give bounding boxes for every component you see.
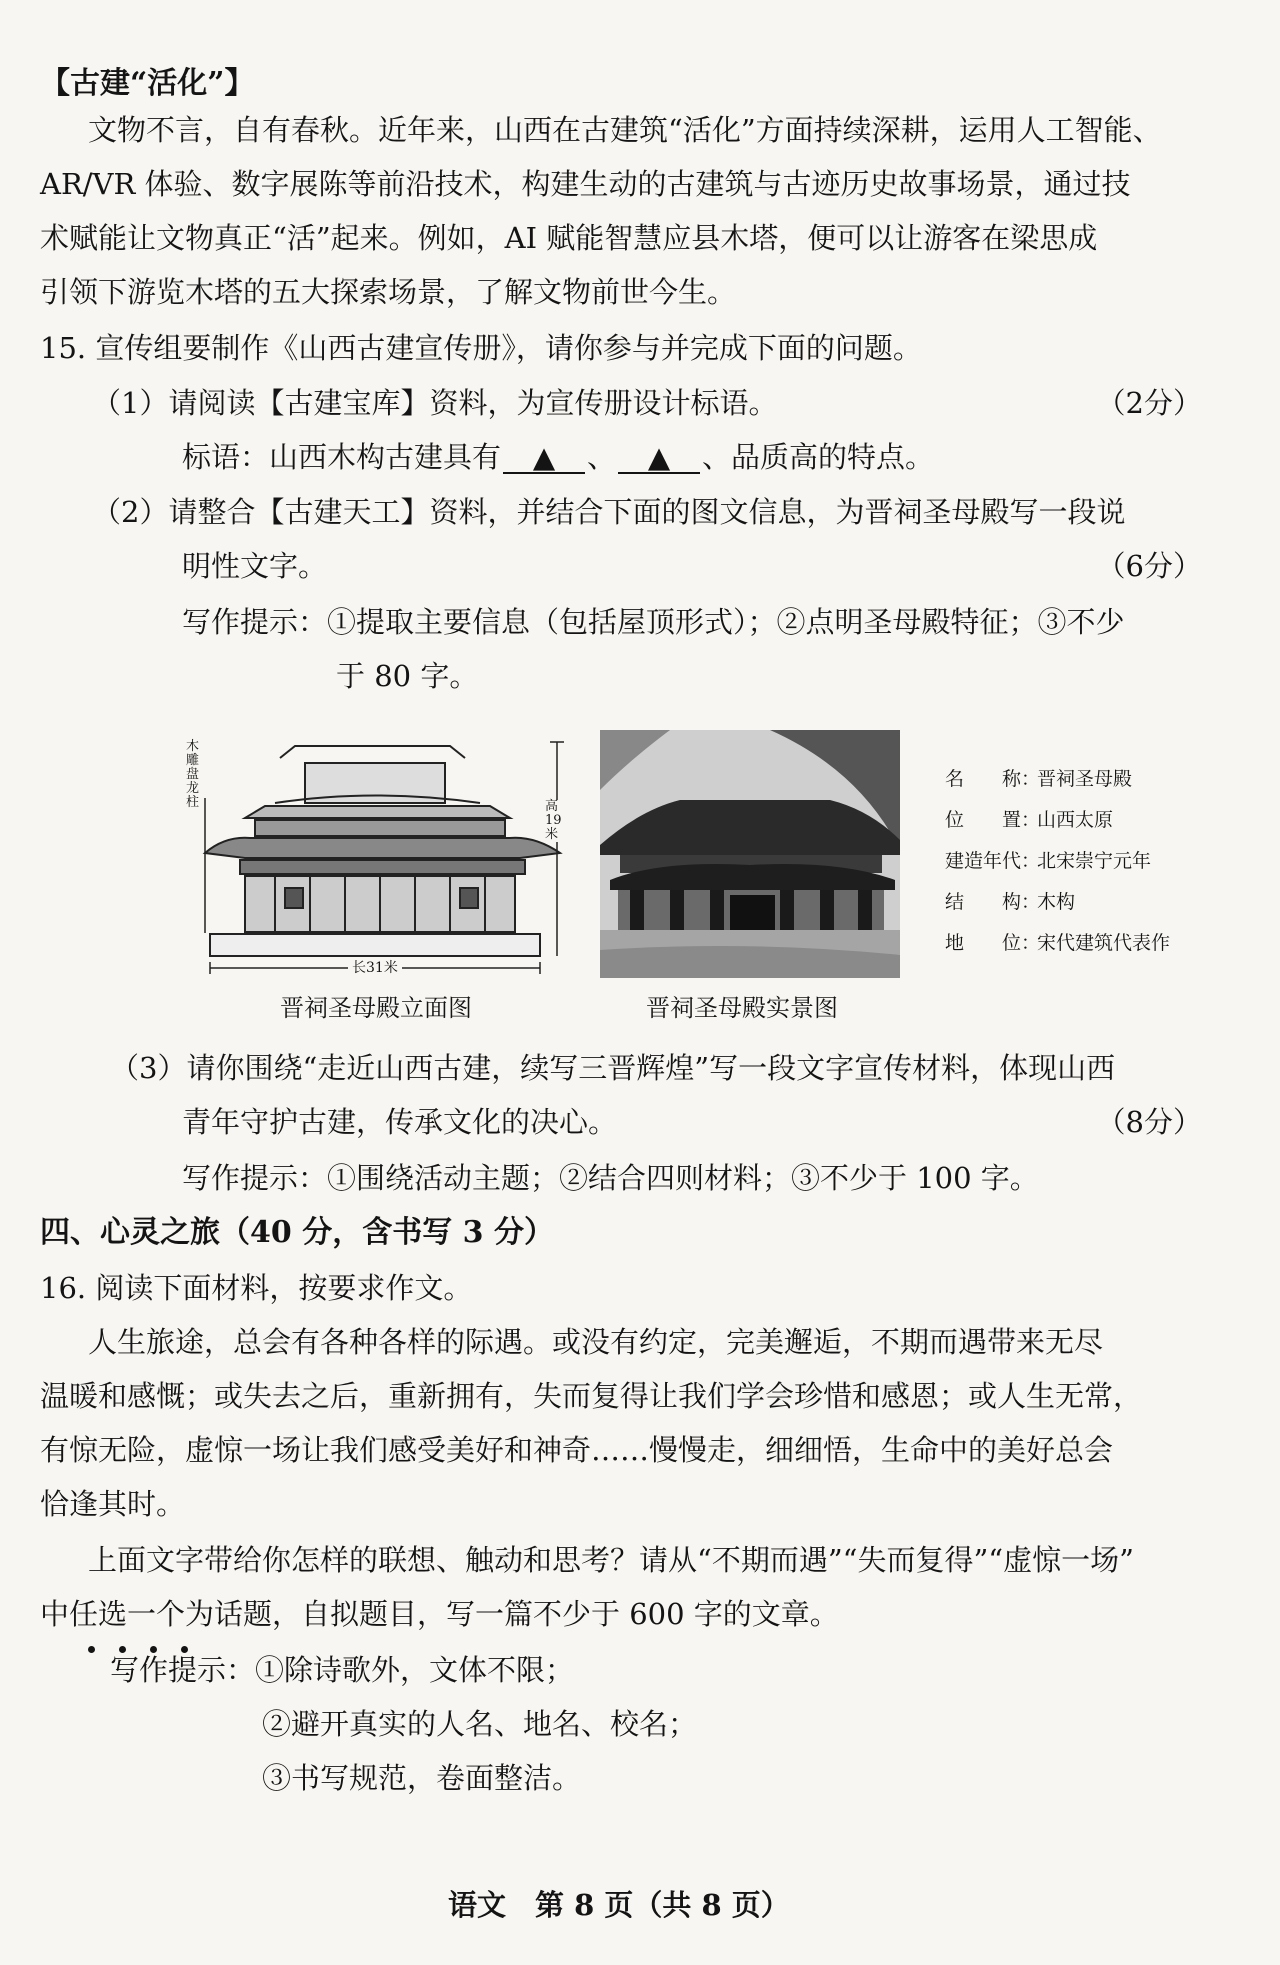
info-row-structure [945,890,1075,914]
answer-blank-1[interactable]: ▲ [503,442,585,474]
intro-line-2: AR/VR 体验、数字展陈等前沿技术，构建生动的古建筑与古迹历史故事场景，通过技 [40,167,1131,201]
q15-part3-row2 [182,1102,1202,1142]
info-label-status: 地 位： [945,932,1041,954]
info-value-era: 北宋崇宁元年 [1037,850,1152,872]
q15-part1-text: （1）请阅读【古建宝库】资料，为宣传册设计标语。 [92,386,778,420]
q15-part1-slogan [182,437,934,477]
slogan-separator: 、 [587,440,617,474]
q15-part3-score: （8分） [1096,1105,1202,1139]
q15-part2-line2: 明性文字。 [182,549,328,583]
photo-caption: 晋祠圣母殿实景图 [646,994,838,1022]
page-footer: 语文 第 8 页（共 8 页） [448,1888,790,1922]
intro-line-4: 引领下游览木塔的五大探索场景，了解文物前世今生。 [40,275,737,309]
section-title-guojian-huohua: 【古建“活化”】 [40,66,255,101]
intro-line-3: 术赋能让文物真正“活”起来。例如，AI 赋能智慧应县木塔，便可以让游客在梁思成 [40,221,1098,255]
q16-tip-3: ③书写规范，卷面整洁。 [262,1761,582,1795]
height-label: 高19米 [545,799,562,842]
q15-part3-line2: 青年守护古建，传承文化的决心。 [182,1105,618,1139]
q15-part3-tip: 写作提示：①围绕活动主题；②结合四则材料；③不少于 100 字。 [182,1161,1039,1195]
info-value-name: 晋祠圣母殿 [1037,768,1133,790]
q15-stem: 15. 宣传组要制作《山西古建宣传册》，请你参与并完成下面的问题。 [40,331,922,365]
elevation-caption: 晋祠圣母殿立面图 [280,994,472,1022]
photo-image [600,730,900,978]
info-row-location [945,808,1113,832]
q15-part2-row2 [182,546,1202,586]
info-label-name: 名 称： [945,768,1041,790]
q16-prompt-line1: 上面文字带给你怎样的联想、触动和思考？请从“不期而遇”“失而复得”“虚惊一场” [88,1543,1134,1577]
slogan-suffix: 、品质高的特点。 [702,440,935,474]
q15-part2-line1: （2）请整合【古建天工】资料，并结合下面的图文信息，为晋祠圣母殿写一段说 [92,495,1126,529]
info-row-name [945,767,1132,791]
length-label: 长31米 [348,960,402,976]
q15-part2-tip-line2: 于 80 字。 [336,659,479,693]
info-label-structure: 结 构： [945,891,1041,913]
q15-part1-score: （2分） [1096,386,1202,420]
info-value-status: 宋代建筑代表作 [1037,932,1171,954]
q16-stem: 16. 阅读下面材料，按要求作文。 [40,1271,473,1305]
info-label-era: 建造年代： [945,850,1041,872]
slogan-prefix: 标语：山西木构古建具有 [182,440,502,474]
elevation-drawing [195,728,570,978]
intro-line-1: 文物不言，自有春秋。近年来，山西在古建筑“活化”方面持续深耕，运用人工智能、 [88,113,1162,147]
q16-material-line4: 恰逢其时。 [40,1487,186,1521]
info-value-structure: 木构 [1037,891,1076,913]
q15-part2-tip-line1: 写作提示：①提取主要信息（包括屋顶形式）；②点明圣母殿特征；③不少 [182,605,1125,639]
info-label-location: 位 置： [945,809,1041,831]
q16-material-line3: 有惊无险，虚惊一场让我们感受美好和神奇……慢慢走，细细悟，生命中的美好总会 [40,1433,1114,1467]
q15-part2-score: （6分） [1096,549,1202,583]
pillar-label: 木雕盘龙柱 [186,739,200,810]
q16-material-line2: 温暖和感慨；或失去之后，重新拥有，失而复得让我们学会珍惜和感恩；或人生无常， [40,1379,1143,1413]
info-row-era [945,849,1151,873]
q16-prompt-line2: 中任选一个为话题，自拟题目，写一篇不少于 600 字的文章。 [40,1597,839,1631]
answer-blank-2[interactable]: ▲ [618,442,700,474]
q15-part3-line1: （3）请你围绕“走近山西古建，续写三晋辉煌”写一段文字宣传材料，体现山西 [110,1051,1116,1085]
q15-part1-row [92,383,1202,423]
q16-tip-2: ②避开真实的人名、地名、校名； [262,1707,698,1741]
info-value-location: 山西太原 [1037,809,1114,831]
q16-tip-1: 写作提示：①除诗歌外，文体不限； [110,1653,575,1687]
q16-material-line1: 人生旅途，总会有各种各样的际遇。或没有约定，完美邂逅，不期而遇带来无尽 [88,1325,1104,1359]
info-row-status [945,931,1170,955]
section4-title: 四、心灵之旅（40 分，含书写 3 分） [40,1215,554,1250]
